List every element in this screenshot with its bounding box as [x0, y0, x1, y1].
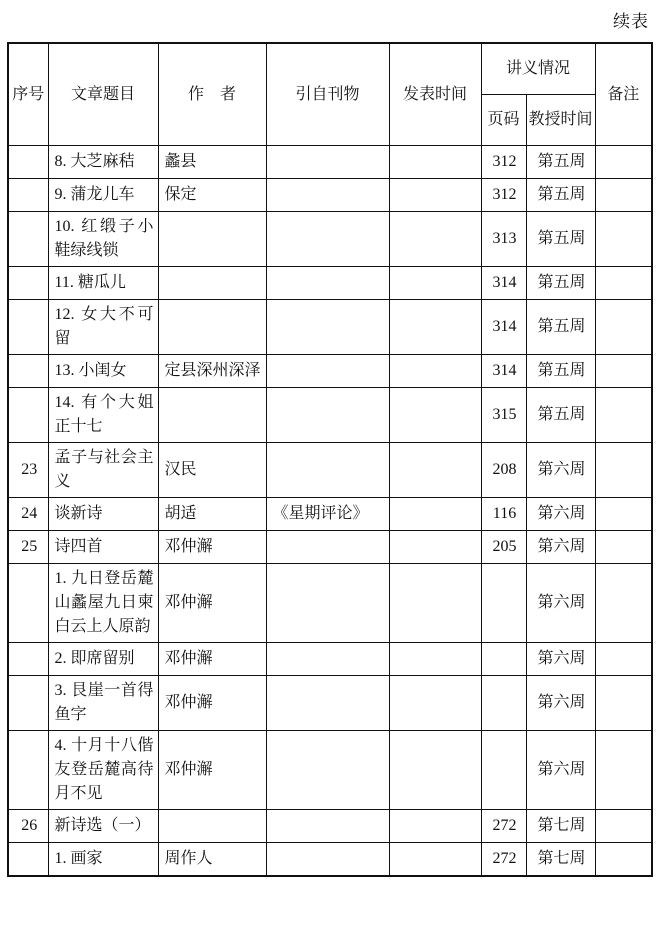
table-row — [8, 388, 652, 443]
cell-publish-time — [389, 300, 481, 355]
cell-teach-time: 第五周 — [526, 355, 595, 388]
cell-title: 9. 蒲龙儿车 — [48, 179, 158, 212]
cell-publication — [266, 531, 389, 564]
cell-author: 胡适 — [158, 498, 266, 531]
cell-author: 汉民 — [158, 443, 266, 498]
col-header-publish-time: 发表时间 — [389, 43, 481, 146]
cell-serial: 24 — [8, 498, 48, 531]
cell-teach-time: 第五周 — [526, 300, 595, 355]
cell-title: 诗四首 — [48, 531, 158, 564]
table-row — [8, 267, 652, 300]
cell-publication — [266, 355, 389, 388]
table-row — [8, 179, 652, 212]
cell-publication — [266, 643, 389, 676]
cell-teach-time: 第六周 — [526, 643, 595, 676]
cell-author — [158, 388, 266, 443]
cell-publication — [266, 810, 389, 843]
cell-serial — [8, 355, 48, 388]
cell-author: 保定 — [158, 179, 266, 212]
cell-author: 邓仲澥 — [158, 731, 266, 810]
cell-teach-time: 第六周 — [526, 676, 595, 731]
continued-table-label: 续表 — [613, 12, 649, 31]
cell-page-no: 272 — [481, 810, 526, 843]
cell-title: 2. 即席留别 — [48, 643, 158, 676]
table-row — [8, 443, 652, 498]
cell-author: 邓仲澥 — [158, 564, 266, 643]
table-row — [8, 676, 652, 731]
cell-remarks — [595, 643, 652, 676]
cell-page-no: 312 — [481, 146, 526, 179]
cell-serial — [8, 643, 48, 676]
cell-page-no: 116 — [481, 498, 526, 531]
cell-author: 邓仲澥 — [158, 643, 266, 676]
cell-teach-time: 第五周 — [526, 212, 595, 267]
cell-remarks — [595, 443, 652, 498]
cell-publish-time — [389, 146, 481, 179]
cell-publication — [266, 212, 389, 267]
cell-serial — [8, 388, 48, 443]
cell-title: 新诗选（一） — [48, 810, 158, 843]
cell-publish-time — [389, 179, 481, 212]
table-row — [8, 643, 652, 676]
cell-teach-time: 第七周 — [526, 843, 595, 877]
cell-remarks — [595, 676, 652, 731]
cell-teach-time: 第六周 — [526, 731, 595, 810]
cell-teach-time: 第六周 — [526, 531, 595, 564]
cell-title: 11. 糖瓜儿 — [48, 267, 158, 300]
cell-remarks — [595, 212, 652, 267]
cell-author: 定县深州深泽 — [158, 355, 266, 388]
cell-publish-time — [389, 531, 481, 564]
cell-page-no: 205 — [481, 531, 526, 564]
cell-publication — [266, 731, 389, 810]
cell-remarks — [595, 731, 652, 810]
cell-page-no — [481, 676, 526, 731]
col-header-page-no: 页码 — [481, 95, 526, 146]
cell-publish-time — [389, 212, 481, 267]
cell-publication — [266, 564, 389, 643]
cell-serial: 23 — [8, 443, 48, 498]
cell-publish-time — [389, 564, 481, 643]
cell-publish-time — [389, 388, 481, 443]
cell-publish-time — [389, 443, 481, 498]
cell-publication: 《星期评论》 — [266, 498, 389, 531]
cell-author: 邓仲澥 — [158, 531, 266, 564]
cell-serial — [8, 267, 48, 300]
cell-serial — [8, 212, 48, 267]
col-header-teach-time: 教授时间 — [526, 95, 595, 146]
cell-teach-time: 第五周 — [526, 267, 595, 300]
cell-title: 谈新诗 — [48, 498, 158, 531]
cell-author — [158, 810, 266, 843]
cell-remarks — [595, 179, 652, 212]
cell-remarks — [595, 843, 652, 877]
cell-title: 4. 十月十八偕友登岳麓高待月不见 — [48, 731, 158, 810]
table-row — [8, 498, 652, 531]
cell-page-no: 314 — [481, 267, 526, 300]
col-header-serial: 序号 — [8, 43, 48, 146]
cell-publish-time — [389, 843, 481, 877]
cell-publish-time — [389, 355, 481, 388]
cell-page-no — [481, 731, 526, 810]
cell-publication — [266, 300, 389, 355]
cell-page-no: 314 — [481, 300, 526, 355]
cell-publication — [266, 388, 389, 443]
cell-remarks — [595, 146, 652, 179]
cell-title: 3. 艮崖一首得鱼字 — [48, 676, 158, 731]
table-row — [8, 146, 652, 179]
col-header-lecture-notes: 讲义情况 — [481, 43, 595, 95]
cell-serial: 25 — [8, 531, 48, 564]
cell-publication — [266, 676, 389, 731]
cell-title: 1. 画家 — [48, 843, 158, 877]
cell-serial — [8, 179, 48, 212]
col-header-remarks: 备注 — [595, 43, 652, 146]
cell-page-no: 315 — [481, 388, 526, 443]
cell-remarks — [595, 300, 652, 355]
table-row — [8, 212, 652, 267]
cell-publish-time — [389, 498, 481, 531]
table-row — [8, 843, 652, 877]
header-row-top — [8, 43, 652, 95]
cell-serial — [8, 146, 48, 179]
cell-serial — [8, 676, 48, 731]
cell-publication — [266, 267, 389, 300]
table-row — [8, 355, 652, 388]
cell-author: 周作人 — [158, 843, 266, 877]
table-row — [8, 564, 652, 643]
cell-serial — [8, 731, 48, 810]
cell-serial: 26 — [8, 810, 48, 843]
cell-remarks — [595, 810, 652, 843]
table-row — [8, 810, 652, 843]
cell-remarks — [595, 267, 652, 300]
cell-title: 8. 大芝麻秸 — [48, 146, 158, 179]
cell-publication — [266, 843, 389, 877]
cell-serial — [8, 843, 48, 877]
article-table — [7, 42, 653, 877]
cell-publication — [266, 179, 389, 212]
cell-serial — [8, 564, 48, 643]
cell-publish-time — [389, 643, 481, 676]
table-body — [8, 146, 652, 877]
cell-title: 12. 女大不可留 — [48, 300, 158, 355]
cell-author: 邓仲澥 — [158, 676, 266, 731]
cell-title: 1. 九日登岳麓山蠡屋九日柬白云上人原韵 — [48, 564, 158, 643]
cell-title: 14. 有个大姐正十七 — [48, 388, 158, 443]
cell-remarks — [595, 355, 652, 388]
cell-teach-time: 第六周 — [526, 564, 595, 643]
cell-teach-time: 第五周 — [526, 146, 595, 179]
cell-title: 13. 小闺女 — [48, 355, 158, 388]
table-row — [8, 531, 652, 564]
cell-page-no: 314 — [481, 355, 526, 388]
cell-author — [158, 212, 266, 267]
cell-page-no: 272 — [481, 843, 526, 877]
cell-remarks — [595, 388, 652, 443]
cell-teach-time: 第七周 — [526, 810, 595, 843]
cell-remarks — [595, 498, 652, 531]
cell-remarks — [595, 531, 652, 564]
cell-page-no: 313 — [481, 212, 526, 267]
cell-publish-time — [389, 267, 481, 300]
col-header-title: 文章题目 — [48, 43, 158, 146]
cell-publication — [266, 146, 389, 179]
cell-title: 10. 红缎子小鞋绿线锁 — [48, 212, 158, 267]
cell-author — [158, 300, 266, 355]
cell-title: 孟子与社会主义 — [48, 443, 158, 498]
cell-page-no: 312 — [481, 179, 526, 212]
cell-author: 蠡县 — [158, 146, 266, 179]
cell-publish-time — [389, 810, 481, 843]
cell-publish-time — [389, 676, 481, 731]
cell-page-no: 208 — [481, 443, 526, 498]
table-row — [8, 731, 652, 810]
cell-publication — [266, 443, 389, 498]
cell-teach-time: 第六周 — [526, 443, 595, 498]
cell-teach-time: 第五周 — [526, 388, 595, 443]
cell-author — [158, 267, 266, 300]
col-header-author: 作 者 — [158, 43, 266, 146]
cell-page-no — [481, 643, 526, 676]
cell-page-no — [481, 564, 526, 643]
cell-publish-time — [389, 731, 481, 810]
col-header-publication: 引自刊物 — [266, 43, 389, 146]
cell-serial — [8, 300, 48, 355]
cell-teach-time: 第五周 — [526, 179, 595, 212]
table-row — [8, 300, 652, 355]
cell-remarks — [595, 564, 652, 643]
cell-teach-time: 第六周 — [526, 498, 595, 531]
